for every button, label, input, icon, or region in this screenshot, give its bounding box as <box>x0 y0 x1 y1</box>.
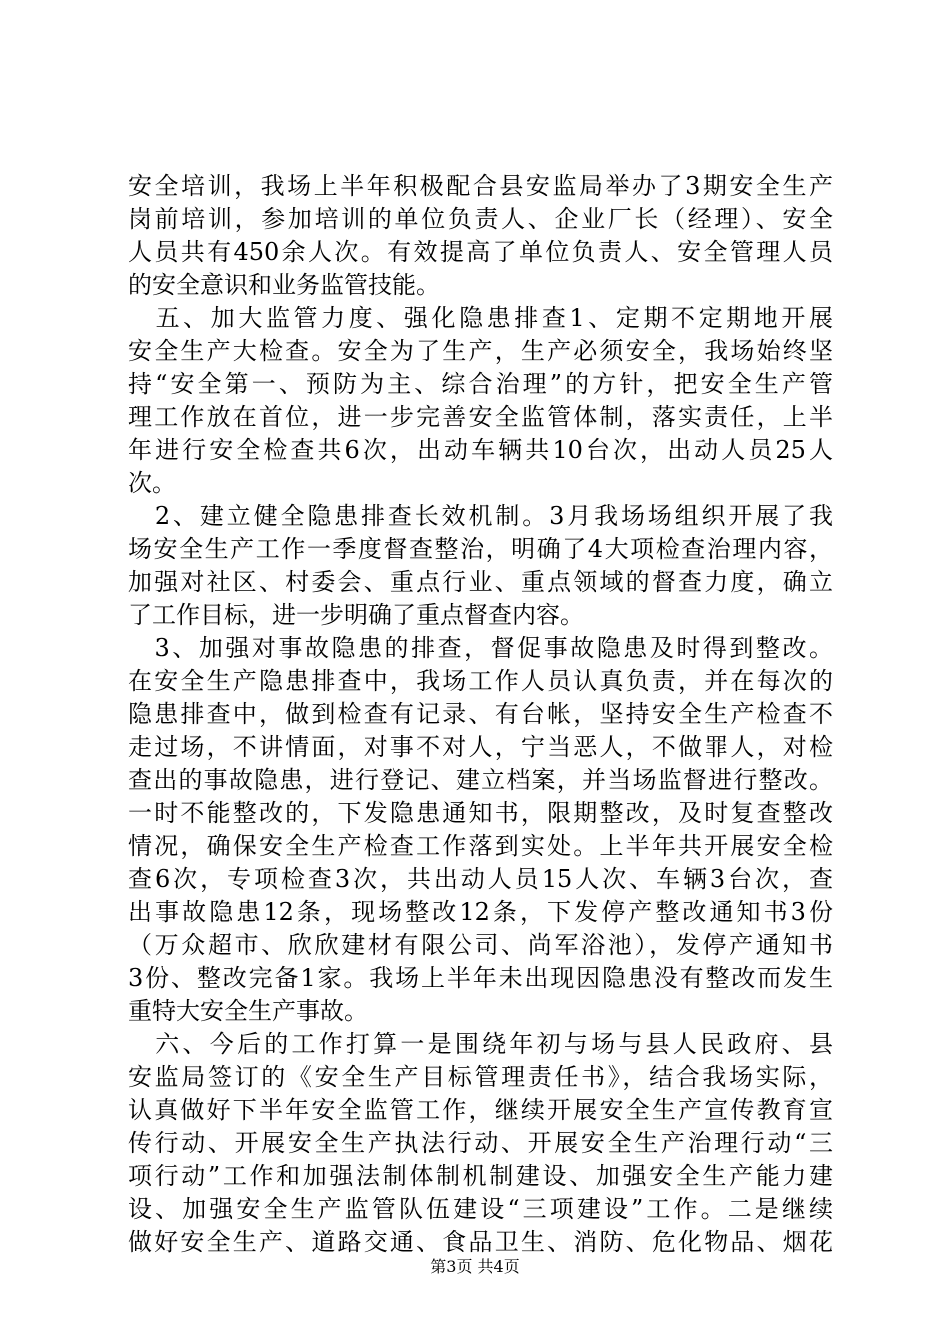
text-line: 加强对社区、村委会、重点行业、重点领域的督查力度，确立 <box>128 568 833 596</box>
text-line: 安全培训，我场上半年积极配合县安监局举办了3期安全生产 <box>128 172 833 200</box>
text-line: 年进行安全检查共6次，出动车辆共10台次，出动人员25人 <box>128 436 833 464</box>
text-line: 查6次，专项检查3次，共出动人员15人次、车辆3台次，查 <box>128 865 833 893</box>
text-line: （万众超市、欣欣建材有限公司、尚军浴池），发停产通知书 <box>128 931 833 959</box>
text-line: 理工作放在首位，进一步完善安全监管体制，落实责任，上半 <box>128 403 833 431</box>
text-line: 走过场，不讲情面，对事不对人，宁当恶人，不做罪人，对检 <box>128 733 833 761</box>
page-footer <box>0 1256 950 1278</box>
text-line: 安监局签订的《安全生产目标管理责任书》，结合我场实际， <box>128 1063 833 1091</box>
text-line: 隐患排查中，做到检查有记录、有台帐，坚持安全生产检查不 <box>128 700 833 728</box>
text-line: 次。 <box>128 469 176 497</box>
text-line: 六、今后的工作打算一是围绕年初与场与县人民政府、县 <box>128 1030 833 1058</box>
text-line: 人员共有450余人次。有效提高了单位负责人、安全管理人员 <box>128 238 833 266</box>
text-line: 设、加强安全生产监管队伍建设“三项建设”工作。二是继续 <box>128 1195 833 1223</box>
text-line: 认真做好下半年安全监管工作，继续开展安全生产宣传教育宣 <box>128 1096 833 1124</box>
text-line: 情况，确保安全生产检查工作落到实处。上半年共开展安全检 <box>128 832 833 860</box>
page-number-label: 第3页 共4页 <box>430 1257 520 1276</box>
text-line: 项行动”工作和加强法制体制机制建设、加强安全生产能力建 <box>128 1162 833 1190</box>
text-line: 岗前培训，参加培训的单位负责人、企业厂长（经理）、安全 <box>128 205 833 233</box>
text-line: 传行动、开展安全生产执法行动、开展安全生产治理行动“三 <box>128 1129 833 1157</box>
text-line: 2、建立健全隐患排查长效机制。3月我场场组织开展了我 <box>128 502 833 530</box>
text-line: 3、加强对事故隐患的排查，督促事故隐患及时得到整改。 <box>128 634 833 662</box>
text-line: 持“安全第一、预防为主、综合治理”的方针，把安全生产管 <box>128 370 833 398</box>
text-line: 五、加大监管力度、强化隐患排查1、定期不定期地开展 <box>128 304 833 332</box>
text-line: 在安全生产隐患排查中，我场工作人员认真负责，并在每次的 <box>128 667 833 695</box>
text-line: 3份、整改完备1家。我场上半年未出现因隐患没有整改而发生 <box>128 964 833 992</box>
text-line: 查出的事故隐患，进行登记、建立档案，并当场监督进行整改。 <box>128 766 833 794</box>
text-line: 重特大安全生产事故。 <box>128 997 368 1025</box>
text-line: 场安全生产工作一季度督查整治，明确了4大项检查治理内容， <box>128 535 833 563</box>
text-line: 出事故隐患12条，现场整改12条，下发停产整改通知书3份 <box>128 898 833 926</box>
text-line: 做好安全生产、道路交通、食品卫生、消防、危化物品、烟花 <box>128 1228 833 1256</box>
text-line: 的安全意识和业务监管技能。 <box>128 271 440 299</box>
text-line: 了工作目标，进一步明确了重点督查内容。 <box>128 601 584 629</box>
text-line: 一时不能整改的，下发隐患通知书，限期整改，及时复查整改 <box>128 799 833 827</box>
text-line: 安全生产大检查。安全为了生产，生产必须安全，我场始终坚 <box>128 337 833 365</box>
body-text <box>128 170 833 1259</box>
